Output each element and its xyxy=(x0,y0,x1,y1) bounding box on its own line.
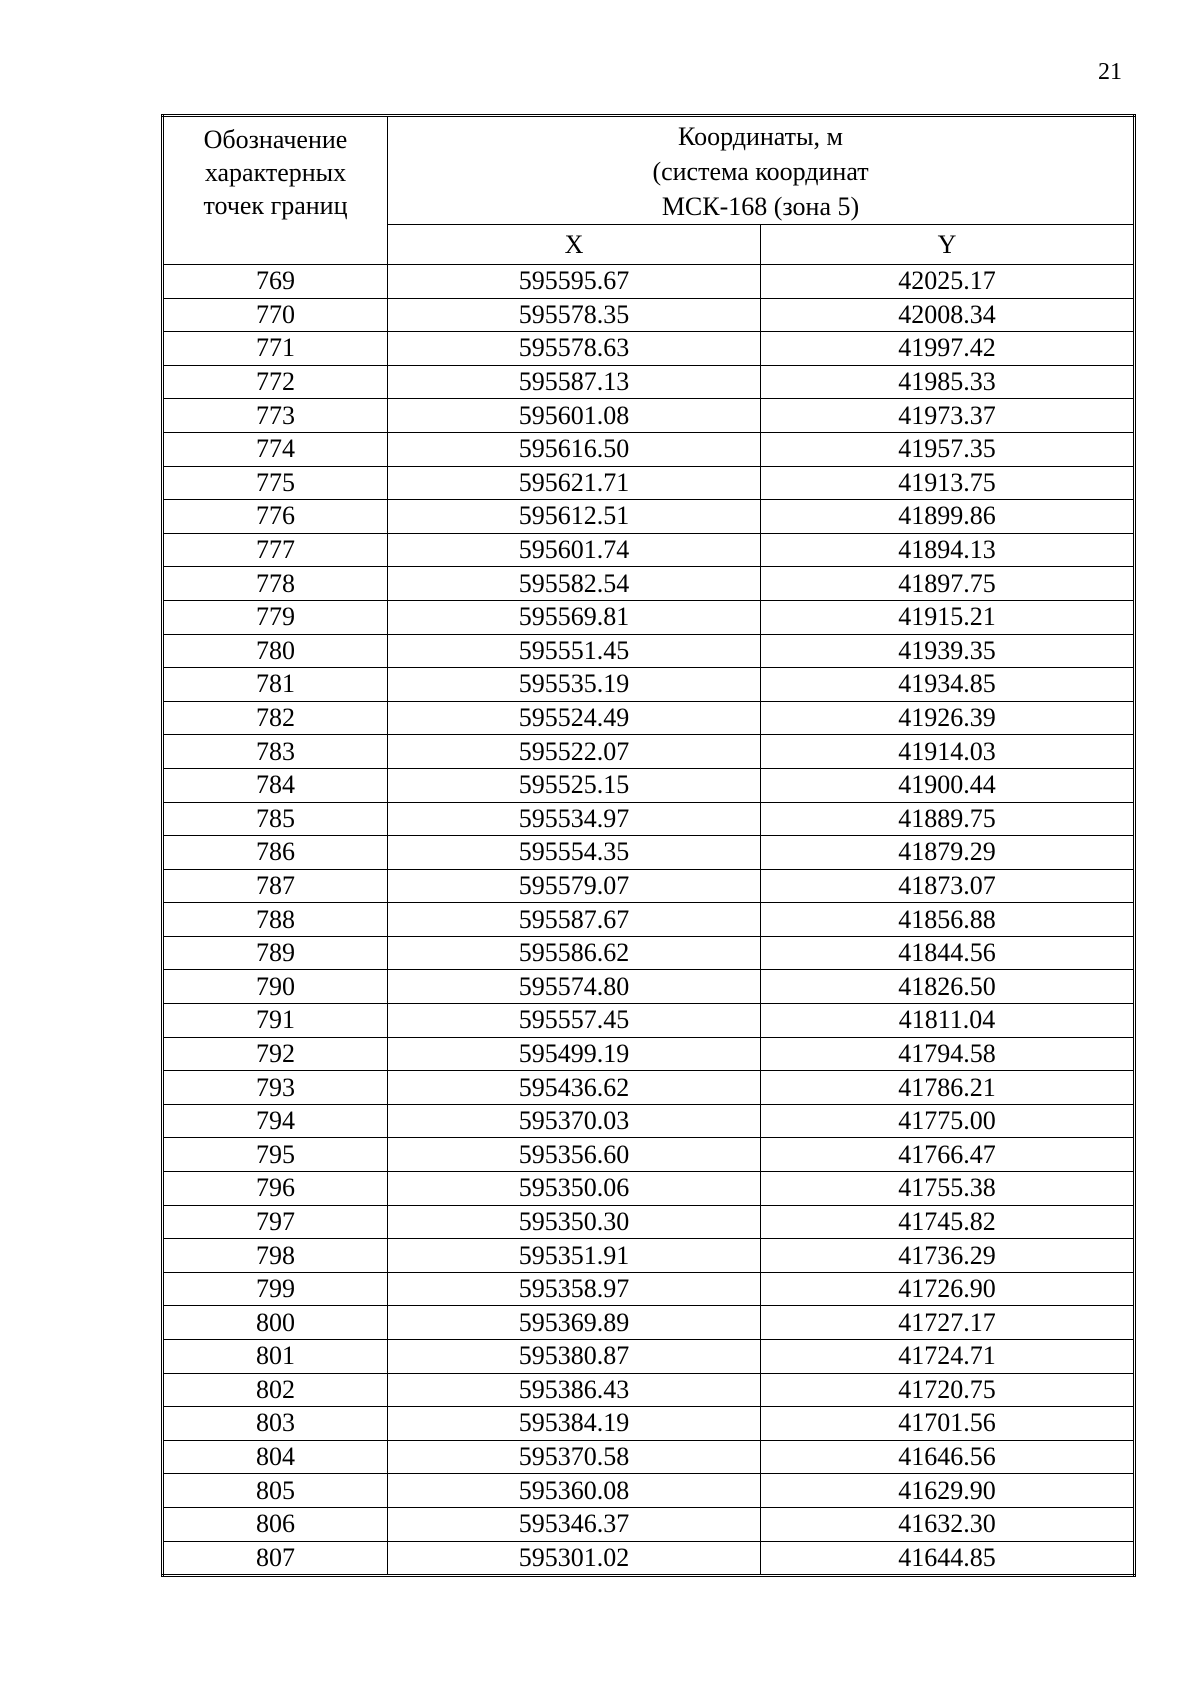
cell-x: 595436.62 xyxy=(388,1071,761,1105)
cell-point: 800 xyxy=(163,1306,388,1340)
cell-x: 595551.45 xyxy=(388,634,761,668)
cell-x: 595582.54 xyxy=(388,567,761,601)
cell-y: 41889.75 xyxy=(761,802,1135,836)
cell-y: 41755.38 xyxy=(761,1172,1135,1206)
cell-point: 796 xyxy=(163,1172,388,1206)
cell-point: 785 xyxy=(163,802,388,836)
cell-y: 41939.35 xyxy=(761,634,1135,668)
table-row xyxy=(163,1004,1135,1038)
cell-point: 789 xyxy=(163,936,388,970)
table-row xyxy=(163,1440,1135,1474)
cell-y: 41894.13 xyxy=(761,533,1135,567)
table-row xyxy=(163,1306,1135,1340)
cell-y: 41701.56 xyxy=(761,1407,1135,1441)
table-row xyxy=(163,265,1135,299)
cell-x: 595346.37 xyxy=(388,1507,761,1541)
cell-x: 595386.43 xyxy=(388,1373,761,1407)
header-coords-line: МСК-168 (зона 5) xyxy=(661,192,860,221)
table-row xyxy=(163,1272,1135,1306)
table-row xyxy=(163,1104,1135,1138)
table-row xyxy=(163,399,1135,433)
cell-x: 595350.30 xyxy=(388,1205,761,1239)
cell-x: 595380.87 xyxy=(388,1340,761,1374)
table-row xyxy=(163,1541,1135,1575)
table-row xyxy=(163,701,1135,735)
cell-x: 595369.89 xyxy=(388,1306,761,1340)
cell-x: 595360.08 xyxy=(388,1474,761,1508)
table-row xyxy=(163,1071,1135,1105)
cell-y: 41914.03 xyxy=(761,735,1135,769)
cell-x: 595499.19 xyxy=(388,1037,761,1071)
cell-point: 786 xyxy=(163,836,388,870)
table-row xyxy=(163,533,1135,567)
cell-y: 41646.56 xyxy=(761,1440,1135,1474)
cell-point: 776 xyxy=(163,500,388,534)
header-label-line: точек границ xyxy=(203,191,348,220)
cell-x: 595370.58 xyxy=(388,1440,761,1474)
cell-y: 41811.04 xyxy=(761,1004,1135,1038)
cell-point: 771 xyxy=(163,332,388,366)
cell-y: 41724.71 xyxy=(761,1340,1135,1374)
cell-point: 773 xyxy=(163,399,388,433)
header-x: X xyxy=(388,225,761,265)
table-row xyxy=(163,970,1135,1004)
cell-x: 595574.80 xyxy=(388,970,761,1004)
cell-x: 595616.50 xyxy=(388,432,761,466)
table-row xyxy=(163,332,1135,366)
cell-y: 41629.90 xyxy=(761,1474,1135,1508)
cell-point: 788 xyxy=(163,903,388,937)
cell-y: 41726.90 xyxy=(761,1272,1135,1306)
cell-y: 41899.86 xyxy=(761,500,1135,534)
cell-point: 806 xyxy=(163,1507,388,1541)
cell-x: 595384.19 xyxy=(388,1407,761,1441)
cell-x: 595601.08 xyxy=(388,399,761,433)
cell-x: 595351.91 xyxy=(388,1239,761,1273)
table-row xyxy=(163,802,1135,836)
cell-point: 784 xyxy=(163,768,388,802)
table-row xyxy=(163,903,1135,937)
cell-y: 41786.21 xyxy=(761,1071,1135,1105)
cell-y: 41727.17 xyxy=(761,1306,1135,1340)
cell-y: 41957.35 xyxy=(761,432,1135,466)
cell-point: 807 xyxy=(163,1541,388,1575)
header-coords-line: Координаты, м xyxy=(678,122,843,151)
cell-y: 41736.29 xyxy=(761,1239,1135,1273)
cell-x: 595595.67 xyxy=(388,265,761,299)
cell-point: 803 xyxy=(163,1407,388,1441)
header-coordinates xyxy=(388,116,1135,225)
cell-x: 595535.19 xyxy=(388,668,761,702)
header-label-line: характерных xyxy=(204,158,347,187)
header-label-line: Обозначение xyxy=(203,125,348,154)
cell-y: 41766.47 xyxy=(761,1138,1135,1172)
table-row xyxy=(163,1037,1135,1071)
cell-point: 792 xyxy=(163,1037,388,1071)
header-coords-line: (система координат xyxy=(652,157,869,186)
cell-point: 770 xyxy=(163,298,388,332)
cell-point: 799 xyxy=(163,1272,388,1306)
cell-y: 41997.42 xyxy=(761,332,1135,366)
table-row xyxy=(163,668,1135,702)
cell-y: 41873.07 xyxy=(761,869,1135,903)
cell-point: 791 xyxy=(163,1004,388,1038)
cell-point: 782 xyxy=(163,701,388,735)
cell-point: 805 xyxy=(163,1474,388,1508)
table-row xyxy=(163,836,1135,870)
cell-y: 41745.82 xyxy=(761,1205,1135,1239)
cell-y: 41794.58 xyxy=(761,1037,1135,1071)
cell-x: 595370.03 xyxy=(388,1104,761,1138)
table-header xyxy=(163,116,1135,265)
cell-x: 595601.74 xyxy=(388,533,761,567)
cell-point: 787 xyxy=(163,869,388,903)
table-row xyxy=(163,567,1135,601)
table-row xyxy=(163,466,1135,500)
table-row xyxy=(163,869,1135,903)
cell-y: 41926.39 xyxy=(761,701,1135,735)
table-row xyxy=(163,1507,1135,1541)
table-row xyxy=(163,1407,1135,1441)
cell-y: 42008.34 xyxy=(761,298,1135,332)
cell-x: 595356.60 xyxy=(388,1138,761,1172)
page-number: 21 xyxy=(1098,59,1122,85)
cell-point: 801 xyxy=(163,1340,388,1374)
cell-y: 41720.75 xyxy=(761,1373,1135,1407)
cell-x: 595522.07 xyxy=(388,735,761,769)
cell-point: 781 xyxy=(163,668,388,702)
table-row xyxy=(163,1239,1135,1273)
cell-y: 41879.29 xyxy=(761,836,1135,870)
cell-y: 42025.17 xyxy=(761,265,1135,299)
table-row xyxy=(163,634,1135,668)
cell-x: 595350.06 xyxy=(388,1172,761,1206)
cell-point: 804 xyxy=(163,1440,388,1474)
cell-point: 778 xyxy=(163,567,388,601)
cell-x: 595587.13 xyxy=(388,365,761,399)
cell-x: 595524.49 xyxy=(388,701,761,735)
header-y: Y xyxy=(761,225,1135,265)
cell-y: 41973.37 xyxy=(761,399,1135,433)
cell-y: 41900.44 xyxy=(761,768,1135,802)
cell-y: 41775.00 xyxy=(761,1104,1135,1138)
cell-y: 41856.88 xyxy=(761,903,1135,937)
cell-x: 595557.45 xyxy=(388,1004,761,1038)
cell-point: 795 xyxy=(163,1138,388,1172)
cell-y: 41826.50 xyxy=(761,970,1135,1004)
cell-point: 775 xyxy=(163,466,388,500)
cell-x: 595301.02 xyxy=(388,1541,761,1575)
cell-x: 595621.71 xyxy=(388,466,761,500)
table-row xyxy=(163,1340,1135,1374)
cell-x: 595578.35 xyxy=(388,298,761,332)
cell-point: 802 xyxy=(163,1373,388,1407)
cell-point: 783 xyxy=(163,735,388,769)
table-row xyxy=(163,1205,1135,1239)
table-row xyxy=(163,735,1135,769)
cell-x: 595612.51 xyxy=(388,500,761,534)
cell-point: 772 xyxy=(163,365,388,399)
cell-point: 780 xyxy=(163,634,388,668)
table-row xyxy=(163,600,1135,634)
cell-y: 41897.75 xyxy=(761,567,1135,601)
table-row xyxy=(163,1373,1135,1407)
cell-point: 774 xyxy=(163,432,388,466)
header-point-designation xyxy=(163,116,388,265)
cell-x: 595569.81 xyxy=(388,600,761,634)
table-row xyxy=(163,1474,1135,1508)
cell-point: 794 xyxy=(163,1104,388,1138)
table-row xyxy=(163,298,1135,332)
table-row xyxy=(163,365,1135,399)
cell-point: 793 xyxy=(163,1071,388,1105)
table-row xyxy=(163,432,1135,466)
cell-x: 595579.07 xyxy=(388,869,761,903)
table-row xyxy=(163,1172,1135,1206)
cell-point: 797 xyxy=(163,1205,388,1239)
cell-point: 777 xyxy=(163,533,388,567)
cell-x: 595587.67 xyxy=(388,903,761,937)
table-body xyxy=(163,265,1135,1576)
table-row xyxy=(163,1138,1135,1172)
cell-y: 41644.85 xyxy=(761,1541,1135,1575)
coordinates-table xyxy=(161,114,1136,1577)
cell-x: 595534.97 xyxy=(388,802,761,836)
table-row xyxy=(163,500,1135,534)
cell-x: 595586.62 xyxy=(388,936,761,970)
cell-point: 769 xyxy=(163,265,388,299)
cell-y: 41985.33 xyxy=(761,365,1135,399)
cell-y: 41844.56 xyxy=(761,936,1135,970)
cell-x: 595554.35 xyxy=(388,836,761,870)
cell-y: 41915.21 xyxy=(761,600,1135,634)
cell-point: 790 xyxy=(163,970,388,1004)
table-row xyxy=(163,936,1135,970)
cell-point: 798 xyxy=(163,1239,388,1273)
table-row xyxy=(163,768,1135,802)
cell-y: 41913.75 xyxy=(761,466,1135,500)
cell-x: 595358.97 xyxy=(388,1272,761,1306)
cell-x: 595525.15 xyxy=(388,768,761,802)
coordinates-table-container xyxy=(161,114,1133,1577)
cell-x: 595578.63 xyxy=(388,332,761,366)
cell-y: 41934.85 xyxy=(761,668,1135,702)
cell-point: 779 xyxy=(163,600,388,634)
cell-y: 41632.30 xyxy=(761,1507,1135,1541)
